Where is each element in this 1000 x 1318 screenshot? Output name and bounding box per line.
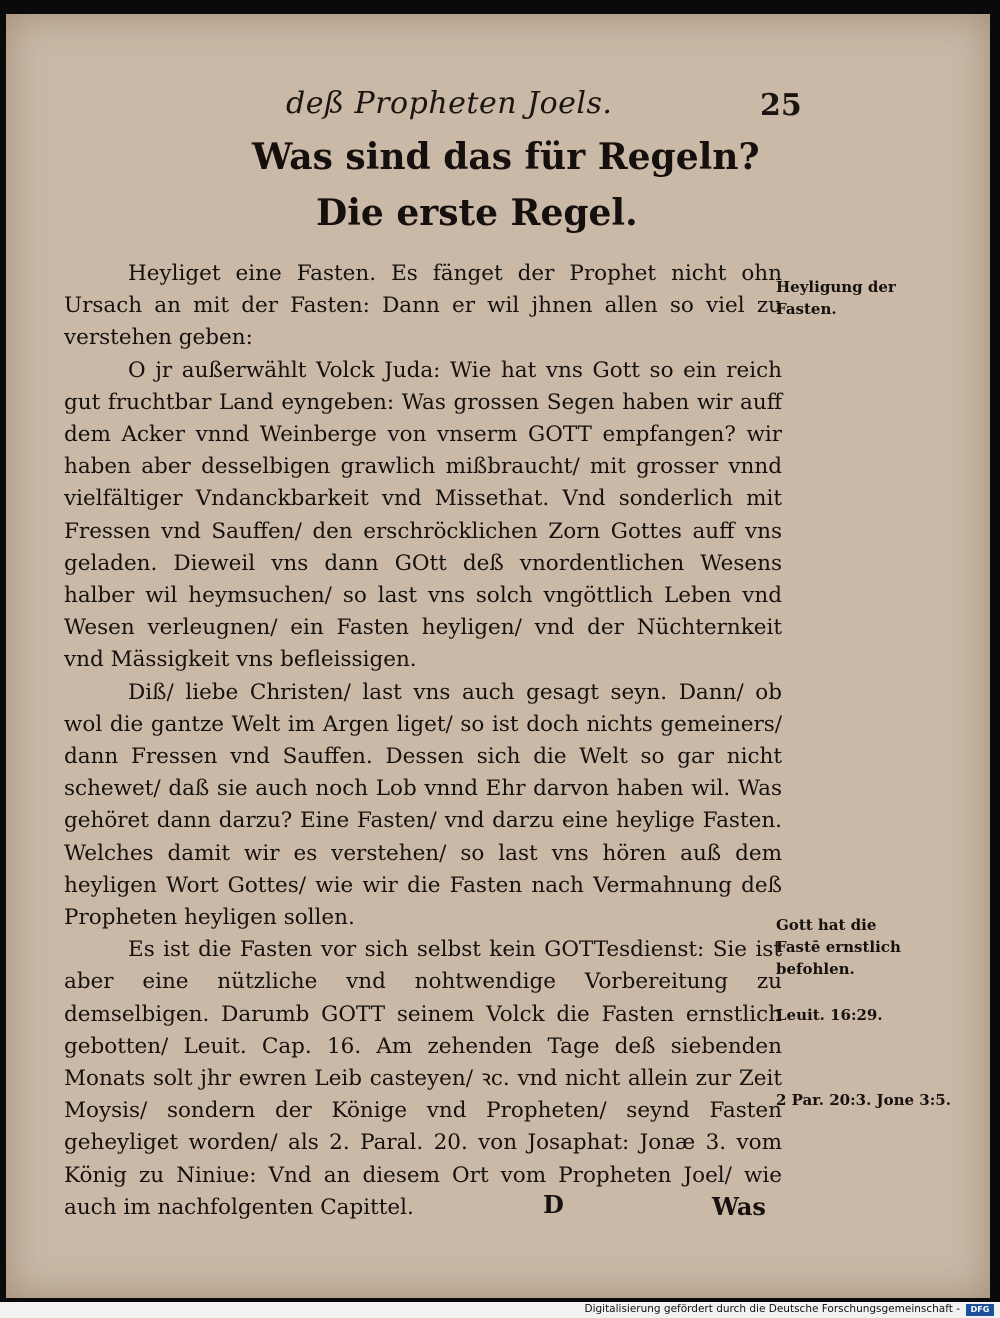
signature-mark: D: [543, 1190, 564, 1219]
footer-bar: [0, 1302, 1000, 1318]
section-heading: Was sind das für Regeln?: [252, 136, 760, 178]
dfg-logo-icon: DFG: [966, 1304, 994, 1316]
book-page: [6, 14, 990, 1298]
page-number: 25: [760, 88, 802, 123]
marginal-note: Heyligung der Fasten.: [776, 278, 896, 318]
paragraph: Heyliget eine Fasten. Es fänget der Prophet nicht ohn Ursach an mit der Fasten: Dann er wil jhnen allen so viel zu verstehen geben:: [64, 261, 782, 351]
rule-heading: Die erste Regel.: [316, 192, 638, 234]
footer-credit: Digitalisierung gefördert durch die Deutsche Forschungsgemeinschaft -: [584, 1303, 960, 1315]
paragraph: Es ist die Fasten vor sich selbst kein GOTTesdienst: Sie ist aber eine nützliche vnd nohtwendige Vorbereitung zu demselbigen. Darumb GOTT seinem Volck die Fasten ernstlich gebotten/ Leuit. Cap. 16. Am zehenden Tage deß siebenden Monats solt jhr ewren Leib casteyen/ ꝛc. vnd nicht allein zur Zeit Moysis/ sondern der Könige vnd Propheten/ seynd Fasten geheyliget worden/ als 2. Paral. 20. von Josaphat: Jonæ 3. vom König zu Niniue: Vnd an diesem Ort vom Propheten Joel/ wie auch im nachfolgenten Capittel.: [64, 937, 782, 1220]
catchword: Was: [712, 1192, 766, 1221]
marginal-note: Leuit. 16:29.: [776, 1006, 883, 1024]
marginal-note: Gott hat die Fastē ernstlich befohlen.: [776, 916, 901, 978]
marginal-note: 2 Par. 20:3. Jone 3:5.: [776, 1091, 951, 1109]
running-head: deß Propheten Joels.: [286, 86, 613, 121]
body-text: [64, 258, 782, 1224]
paragraph: Diß/ liebe Christen/ last vns auch gesagt seyn. Dann/ ob wol die gantze Welt im Argen liget/ so ist doch nichts gemeiners/ dann Fressen vnd Sauffen. Dessen sich die Welt so gar nicht schewet/ daß sie auch noch Lob vnnd Ehr darvon haben wil. Was gehöret dann darzu? Eine Fasten/ vnd darzu eine heylige Fasten. Welches damit wir es verstehen/ so last vns hören auß dem heyligen Wort Gottes/ wie wir die Fasten nach Vermahnung deß Propheten heyligen sollen.: [64, 679, 782, 931]
paragraph: O jr außerwählt Volck Juda: Wie hat vns Gott so ein reich gut fruchtbar Land eyngeben: Was grossen Segen haben wir auff dem Acker vnnd Weinberge von vnserm GOTT empfangen? wir haben aber desselbigen grawlich mißbraucht/ mit grosser vnnd vielfältiger Vndanckbarkeit vnd Missethat. Vnd sonderlich mit Fressen vnd Sauffen/ den erschröcklichen Zorn Gottes auff vns geladen. Dieweil vns dann GOtt deß vnordentlichen Wesens halber wil heymsuchen/ so last vns solch vngöttlich Leben vnd Wesen verleugnen/ ein Fasten heyligen/ vnd der Nüchternkeit vnd Mässigkeit vns befleissigen.: [64, 357, 782, 673]
